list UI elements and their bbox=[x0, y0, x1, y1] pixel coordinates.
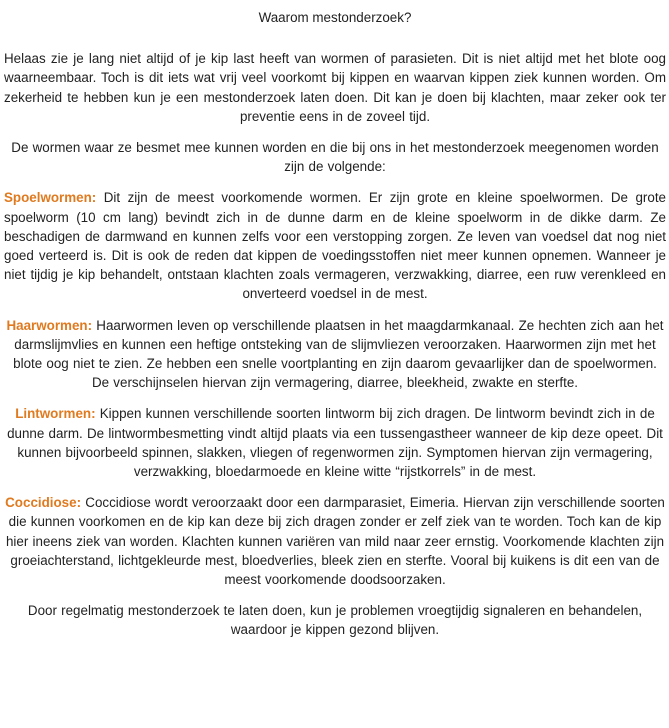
section-text: Haarwormen leven op verschillende plaatsen in het maagdarmkanaal. Ze hechten zich aan het darmslijmvlies en kunnen een heftige ontsteking van de slijmvliezen veroorzaken. Haarwormen zijn met het blote oog niet te zien. Ze hebben een snelle voortplanting en zijn daarom gevaarlijker dan de spoelwormen. De verschijnselen hiervan zijn vermagering, diarree, bleekheid, zwakte en sterfte. bbox=[13, 317, 664, 391]
section-text: Dit zijn de meest voorkomende wormen. Er zijn grote en kleine spoelwormen. De grote spoelworm (10 cm lang) bevindt zich in de dunne darm en de kleine spoelworm in de dikke darm. Ze beschadigen de darmwand en kunnen zelfs voor een verstopping zorgen. Ze leven van voedsel dat nog niet goed verteerd is. Dit is ook de reden dat kippen de voedingsstoffen niet meer kunnen opnemen. Wanneer je niet tijdig je kip behandelt, ontstaan klachten zoals vermageren, verzwakking, diarree, een ruw verenkleed en onverteerd voedsel in de mest. bbox=[4, 190, 666, 302]
worms-intro-paragraph: De wormen waar ze besmet mee kunnen worden en die bij ons in het mestonderzoek meegenomen worden zijn de volgende: bbox=[11, 140, 659, 175]
section-term: Lintwormen: bbox=[15, 406, 96, 422]
section-coccidiose bbox=[4, 493, 666, 589]
section-term: Spoelwormen: bbox=[4, 190, 97, 206]
outro-paragraph: Door regelmatig mestonderzoek te laten doen, kun je problemen vroegtijdig signaleren en behandelen, waardoor je kippen gezond blijven. bbox=[27, 603, 643, 638]
section-spoelwormen bbox=[4, 188, 666, 303]
section-haarwormen bbox=[4, 316, 666, 393]
section-lintwormen bbox=[4, 404, 666, 481]
section-term: Haarwormen: bbox=[6, 317, 93, 333]
section-term: Coccidiose: bbox=[5, 495, 82, 511]
page-title: Waarom mestonderzoek? bbox=[258, 10, 412, 25]
section-text: Kippen kunnen verschillende soorten lintworm bij zich dragen. De lintworm bevindt zich in de dunne darm. De lintwormbesmetting vindt altijd plaats via een tussengastheer wanneer de kip deze opeet. Dit kunnen bijvoorbeeld spinnen, slakken, vliegen of regenwormen zijn. Symptomen hiervan zijn vermagering, verzwakking, bloedarmoede en kleine witte “rijstkorrels” in de mest. bbox=[7, 406, 663, 480]
intro-paragraph: Helaas zie je lang niet altijd of je kip last heeft van wormen of parasieten. Dit is niet altijd met het blote oog waarneembaar. Toch is dit iets wat vrij veel voorkomt bij kippen en waarvan kippen ziek kunnen worden. Om zekerheid te hebben kun je een mestonderzoek laten doen. Dit kan je doen bij klachten, maar zeker ook ter preventie eens in de zoveel tijd. bbox=[4, 51, 666, 124]
section-text: Coccidiose wordt veroorzaakt door een darmparasiet, Eimeria. Hiervan zijn verschillende soorten die kunnen voorkomen en de kip kan deze bij zich dragen zonder er zelf ziek van te worden. Toch kan de kip hier ineens ziek van worden. Klachten kunnen variëren van mild naar zeer ernstig. Voorkomende klachten zijn groeiachterstand, lichtgekleurde mest, bloedverlies, bleek zien en sterfte. Vooral bij kuikens is dit een van de meest voorkomende doodsoorzaken. bbox=[5, 495, 665, 588]
